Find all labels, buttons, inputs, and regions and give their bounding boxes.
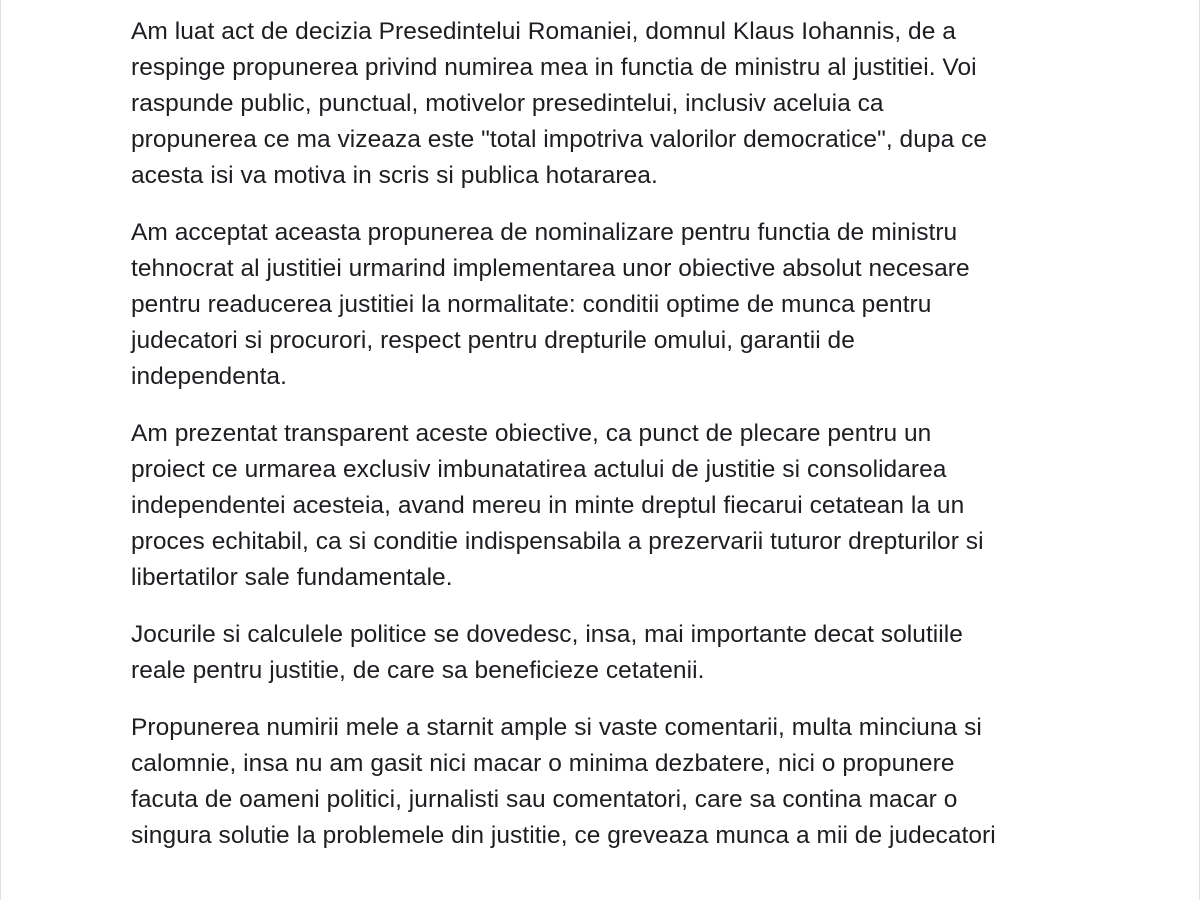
text-line: libertatilor sale fundamentale. [131,564,453,591]
text-line: proiect ce urmarea exclusiv imbunatatirea actului de justitie si consolidarea [131,456,947,483]
text-line: Am prezentat transparent aceste obiective, ca punct de plecare pentru un [131,420,932,447]
text-line: judecatori si procurori, respect pentru drepturile omului, garantii de [131,327,855,354]
text-line: Jocurile si calculele politice se dovedesc, insa, mai importante decat solutiile [131,621,963,648]
text-line: propunerea ce ma vizeaza este "total impotriva valorilor democratice", dupa ce [131,126,988,153]
text-line: pentru readucerea justitiei la normalitate: conditii optime de munca pentru [131,291,932,318]
text-line: acesta isi va motiva in scris si publica hotararea. [131,162,658,189]
post-paragraph-1 [131,14,1191,194]
text-line: Am acceptat aceasta propunerea de nominalizare pentru functia de ministru [131,219,958,246]
post-paragraph-3 [131,416,1191,596]
text-line: independentei acesteia, avand mereu in minte dreptul fiecarui cetatean la un [131,492,965,519]
text-line: independenta. [131,363,287,390]
text-line: respinge propunerea privind numirea mea in functia de ministru al justitiei. Voi [131,54,977,81]
post-paragraph-2 [131,215,1191,395]
text-line: calomnie, insa nu am gasit nici macar o minima dezbatere, nici o propunere [131,750,955,777]
post-body-text [131,14,1191,875]
text-line: Am luat act de decizia Presedintelui Romaniei, domnul Klaus Iohannis, de a [131,18,956,45]
post-paragraph-5 [131,710,1191,854]
text-line: proces echitabil, ca si conditie indispensabila a prezervarii tuturor drepturilor si [131,528,984,555]
text-line: reale pentru justitie, de care sa beneficieze cetatenii. [131,657,705,684]
text-line: tehnocrat al justitiei urmarind implementarea unor obiective absolut necesare [131,255,970,282]
text-line: facuta de oameni politici, jurnalisti sau comentatori, care sa contina macar o [131,786,958,813]
text-line: raspunde public, punctual, motivelor presedintelui, inclusiv aceluia ca [131,90,884,117]
text-line: Propunerea numirii mele a starnit ample si vaste comentarii, multa minciuna si [131,714,982,741]
post-paragraph-4 [131,617,1191,689]
text-line: singura solutie la problemele din justitie, ce greveaza munca a mii de judecatori [131,822,996,849]
